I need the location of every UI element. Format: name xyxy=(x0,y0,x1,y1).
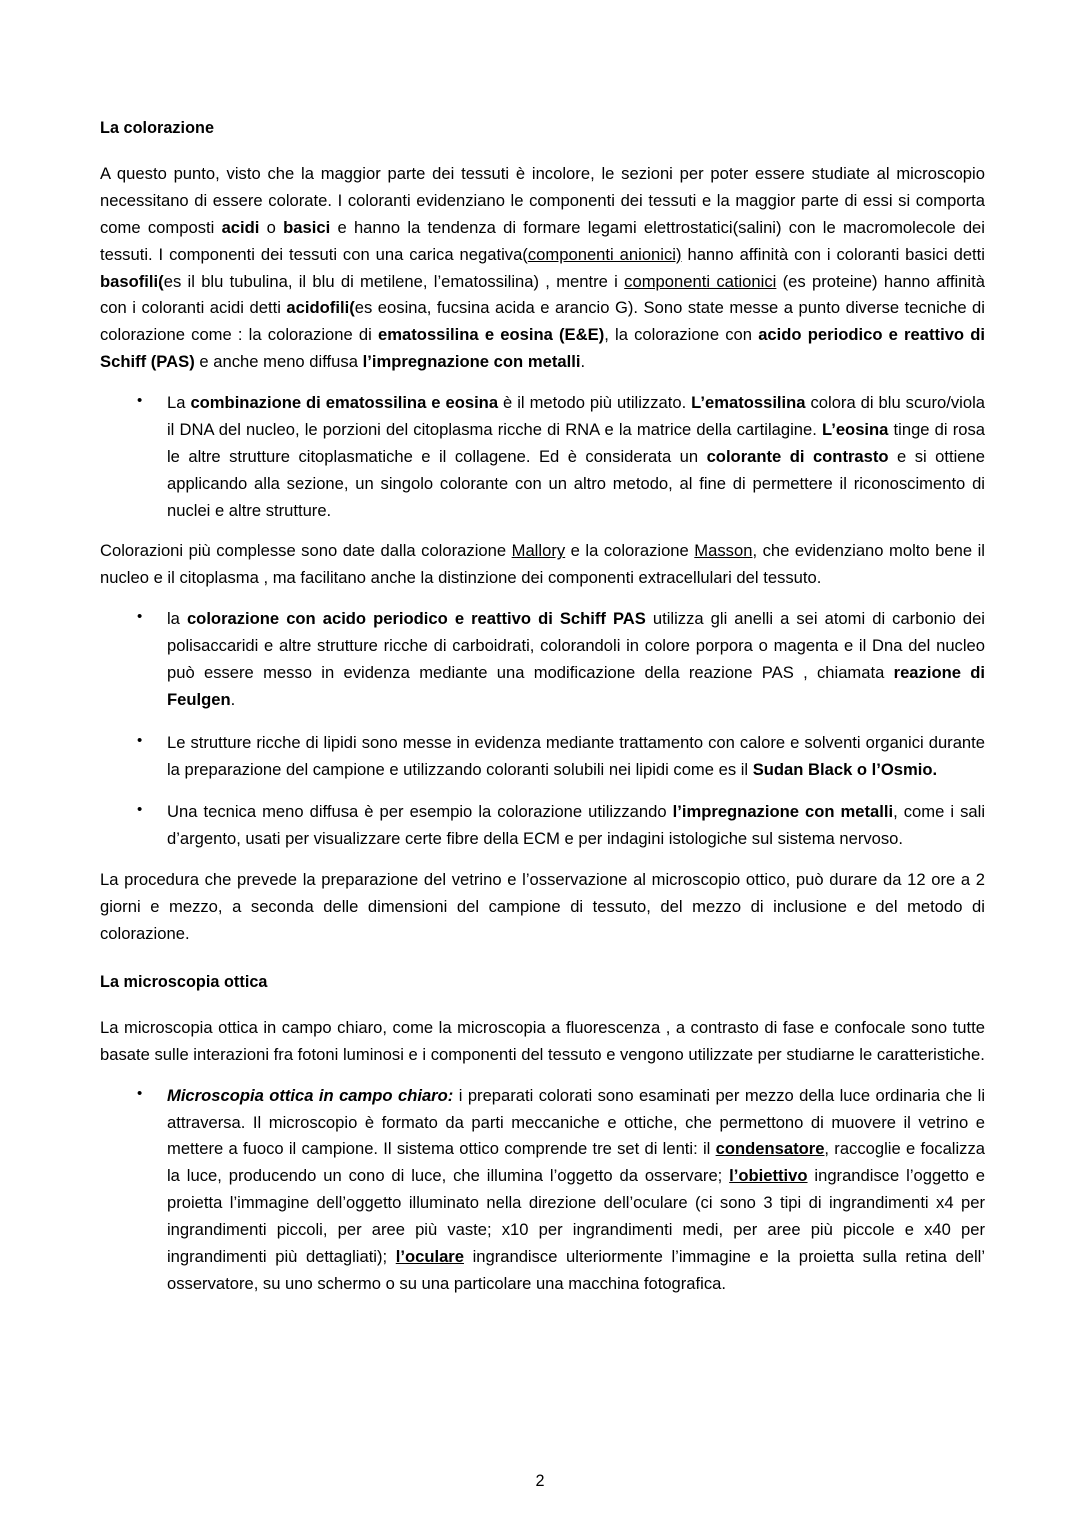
list-item: • La combinazione di ematossilina e eosina è il metodo più utilizzato. L’ematossilina colora di blu scuro/viola il DNA del nucleo, le porzioni del citoplasma ricche di RNA e la matrice della cartilagine. L’eosina tinge di rosa le altre strutture citoplasmatiche e il collagene. Ed è considerata un colorante di contrasto e si ottiene applicando alla sezione, un singolo colorante con un altro metodo, al fine di permettere il riconoscimento di nuclei e altre strutture. xyxy=(100,390,985,524)
section-heading-microscopia: La microscopia ottica xyxy=(100,972,268,991)
paragraph-colorazione-intro: A questo punto, visto che la maggior parte dei tessuti è incolore, le sezioni per poter essere studiate al microscopio necessitano di essere colorate. I coloranti evidenziano le componenti dei tessuti e la maggior parte di essi si comporta come composti acidi o basici e hanno la tendenza di formare legami elettrostatici(salini) con le macromolecole dei tessuti. I componenti dei tessuti con una carica negativa(componenti anionici) hanno affinità con i coloranti basici detti basofili(es il blu tubulina, il blu di metilene, l’ematossilina) , mentre i componenti cationici (es proteine) hanno affinità con i coloranti acidi detti acidofili(es eosina, fucsina acida e arancio G). Sono state messe a punto diverse tecniche di colorazione come : la colorazione di ematossilina e eosina (E&E), la colorazione con acido periodico e reattivo di Schiff (PAS) e anche meno diffusa l’impregnazione con metalli. xyxy=(100,164,986,372)
list-item: • Una tecnica meno diffusa è per esempio la colorazione utilizzando l’impregnazione con metalli, come i sali d’argento, usati per visualizzare certe fibre della ECM e per indagini istologiche sul sistema nervoso. xyxy=(100,799,985,853)
bullet-list-tecniche xyxy=(100,606,985,853)
list-item: • Microscopia ottica in campo chiaro: i preparati colorati sono esaminati per mezzo della luce ordinaria che li attraversa. Il microscopio è formato da parti meccaniche e ottiche, che permettono di muovere il vetrino e mettere a fuoco il campione. Il sistema ottico comprende tre set di lenti: il condensatore, raccoglie e focalizza la luce, producendo un cono di luce, che illumina l’oggetto da osservare; l’obiettivo ingrandisce l’oggetto e proietta l’immagine dell’oggetto illuminato nella direzione dell’oculare (ci sono 3 tipi di ingrandimenti x4 per ingrandimenti piccoli, per aree più vaste; x10 per ingrandimenti medi, per aree più piccole e x40 per ingrandimenti più dettagliati); l’oculare ingrandisce ulteriormente l’immagine e la proietta sulla retina dell’ osservatore, su uno schermo o su una particolare una macchina fotografica. xyxy=(100,1083,985,1298)
paragraph-procedura: La procedura che prevede la preparazione del vetrino e l’osservazione al microscopio ottico, può durare da 12 ore a 2 giorni e mezzo, a seconda delle dimensioni del campione di tessuto, del mezzo di inclusione e del metodo di colorazione. xyxy=(100,870,985,943)
bullet-list-ematossilina xyxy=(100,390,985,524)
bullet-list-campo-chiaro xyxy=(100,1083,985,1298)
document-body xyxy=(100,118,985,1298)
list-item: • la colorazione con acido periodico e reattivo di Schiff PAS utilizza gli anelli a sei atomi di carbonio dei polisaccaridi e altre strutture ricche di carboidrati, colorandoli in colore porpora o magenta e il Dna del nucleo può essere messo in evidenza mediante una modificazione della reazione PAS , chiamata reazione di Feulgen. xyxy=(100,606,985,714)
page-number: 2 xyxy=(535,1471,545,1490)
paragraph-colorazioni-complesse: Colorazioni più complesse sono date dalla colorazione Mallory e la colorazione Masson, che evidenziano molto bene il nucleo e il citoplasma , ma facilitano anche la distinzione dei componenti extracellulari del tessuto. xyxy=(100,541,985,588)
section-heading-colorazione: La colorazione xyxy=(100,119,215,137)
section-spacer xyxy=(100,962,985,972)
list-item: • Le strutture ricche di lipidi sono messe in evidenza mediante trattamento con calore e solventi organici durante la preparazione del campione e utilizzando coloranti solubili nei lipidi come es il Sudan Black o l’Osmio. xyxy=(100,730,985,784)
paragraph-microscopia-intro: La microscopia ottica in campo chiaro, come la microscopia a fluorescenza , a contrasto di fase e confocale sono tutte basate sulle interazioni fra fotoni luminosi e i componenti del tessuto e vengono utilizzate per studiarne le caratteristiche. xyxy=(100,1017,985,1064)
